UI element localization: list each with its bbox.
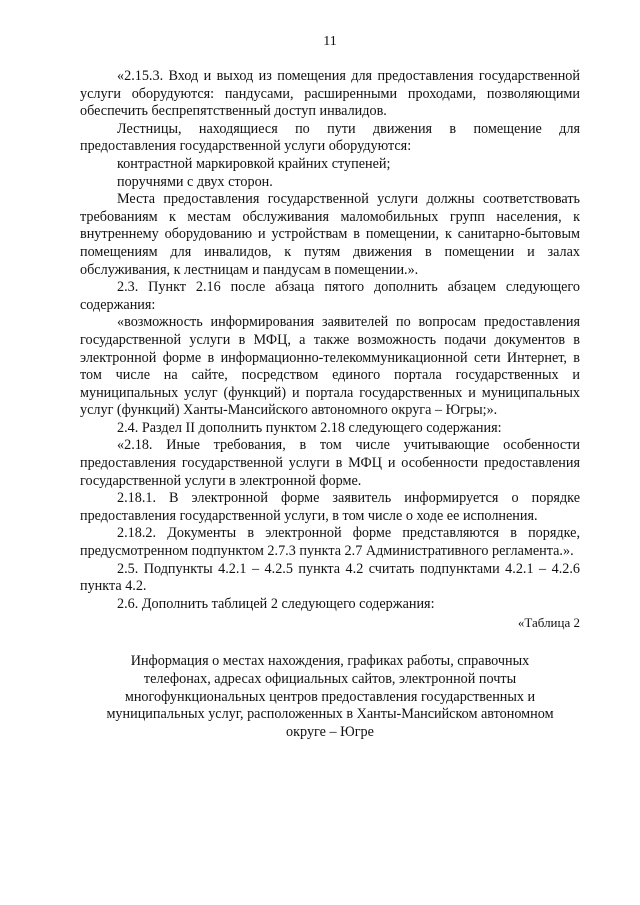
heading-line: округе – Югре <box>286 723 374 740</box>
heading-line: Информация о местах нахождения, графиках работы, справочных <box>130 653 530 670</box>
paragraph-places-requirements: Места предоставления государственной услуги должны соответствовать требованиям к местам обслуживания маломобильных групп населения, к внутреннему оборудованию и устройствам в помещении, к санитарно-бытовым помещениям для инвалидов, к путям движения в помещении и залах обслуживания, к лестницам и пандусам в помещении.». <box>80 191 580 278</box>
paragraph-stairs: Лестницы, находящиеся по пути движения в помещение для предоставления государственной услуги оборудуются: <box>80 120 580 155</box>
paragraph-2-18-2: 2.18.2. Документы в электронной форме представляются в порядке, предусмотренном подпунктом 2.7.3 пункта 2.7 Административного регламента.». <box>80 525 580 560</box>
paragraph-2-18-1: 2.18.1. В электронной форме заявитель информируется о порядке предоставления государственной услуги, в том числе о ходе ее исполнения. <box>80 490 580 524</box>
paragraph-information-possibility: «возможность информирования заявителей по вопросам предоставления государственной услуги в МФЦ, а также возможность подачи документов в электронной форме в информационно-телекоммуникационной сети Интернет, в том числе на сайте, посредством единого портала государственных и муниципальных услуг (функций) и портала государственных и муниципальных услуг (функций) Ханты-Мансийского автономного округа – Югры;». <box>80 314 580 419</box>
paragraph-2-5: 2.5. Подпункты 4.2.1 – 4.2.5 пункта 4.2 считать подпунктами 4.2.1 – 4.2.6 пункта 4.2. <box>80 560 580 595</box>
table-heading <box>80 653 580 741</box>
paragraph-contrast-marking: контрастной маркировкой крайних ступеней; <box>117 155 391 172</box>
paragraph-2-18: «2.18. Иные требования, в том числе учитывающие особенности предоставления государственной услуги в МФЦ и особенности предоставления государственной услуги в электронной форме. <box>80 437 580 489</box>
page-number: 11 <box>323 34 337 49</box>
paragraph-handrails: поручнями с двух сторон. <box>117 173 273 190</box>
paragraph-2-3: 2.3. Пункт 2.16 после абзаца пятого дополнить абзацем следующего содержания: <box>80 279 580 313</box>
paragraph-2-4: 2.4. Раздел II дополнить пунктом 2.18 следующего содержания: <box>117 419 502 436</box>
heading-line: телефонах, адресах официальных сайтов, электронной почты <box>143 671 517 687</box>
paragraph-2-6: 2.6. Дополнить таблицей 2 следующего содержания: <box>117 595 435 612</box>
heading-line: муниципальных услуг, расположенных в Ханты-Мансийском автономном <box>106 706 554 723</box>
heading-line: многофункциональных центров предоставления государственных и <box>124 688 536 705</box>
table-label: «Таблица 2 <box>517 615 580 631</box>
paragraph-2-15-3: «2.15.3. Вход и выход из помещения для предоставления государственной услуги оборудуются: пандусами, расширенными проходами, позволяющими обеспечить беспрепятственный доступ инвалидов. <box>80 68 580 120</box>
